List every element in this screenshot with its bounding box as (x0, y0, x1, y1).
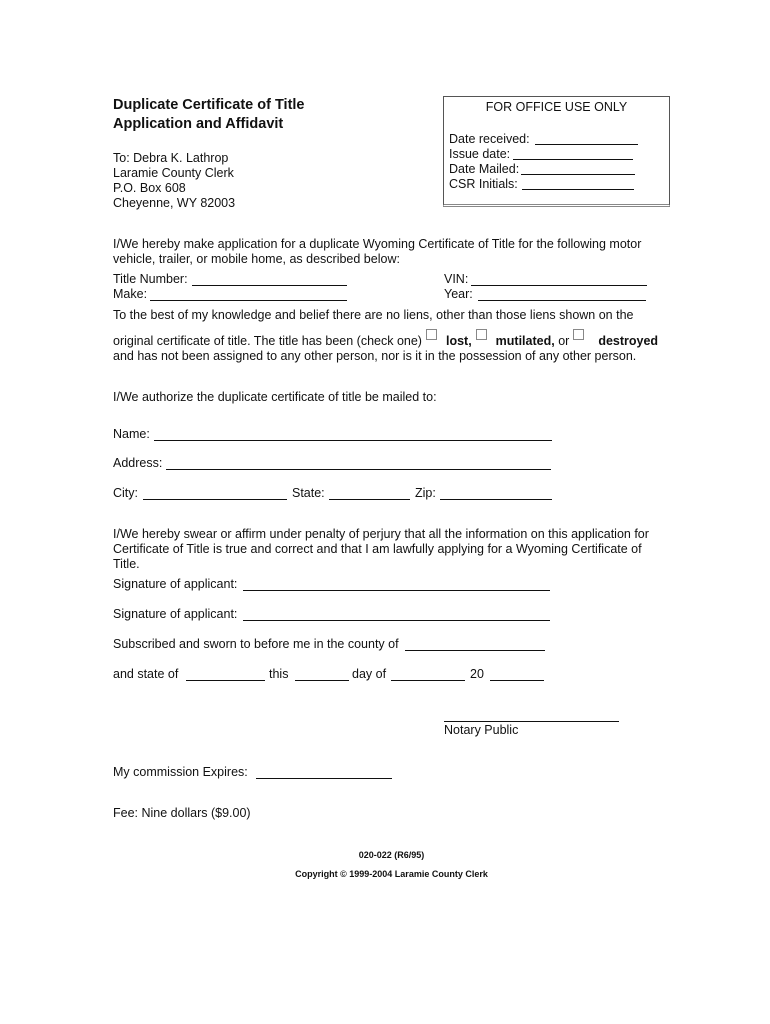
page-title (113, 96, 305, 134)
signature-2-field[interactable] (243, 620, 550, 621)
commission-field[interactable] (256, 778, 392, 779)
affidavit-line-1: I/We hereby swear or affirm under penalty of perjury that all the information on this application for (113, 527, 649, 541)
address-city: Cheyenne, WY 82003 (113, 196, 236, 210)
month-field[interactable] (391, 680, 465, 681)
affidavit-text (113, 527, 649, 572)
address-label: Address: (113, 456, 163, 470)
fee-text: Fee: Nine dollars ($9.00) (113, 806, 251, 820)
liens-line-2: original certificate of title. The title has been (check one) (113, 334, 422, 348)
vin-label: VIN: (444, 272, 469, 286)
day-of-label: day of (352, 667, 387, 681)
mutilated-option-label: mutilated, (495, 334, 555, 348)
address-box: P.O. Box 608 (113, 181, 186, 195)
office-use-heading: FOR OFFICE USE ONLY (485, 100, 628, 114)
application-intro (113, 237, 641, 267)
affidavit-line-3: Title. (113, 557, 140, 571)
this-label: this (269, 667, 289, 681)
address-to: To: Debra K. Lathrop (113, 151, 229, 165)
year-suffix-field[interactable] (490, 680, 544, 681)
title-line-1: Duplicate Certificate of Title (113, 97, 305, 113)
subscribed-label: Subscribed and sworn to before me in the county of (113, 637, 399, 651)
signature-2-label: Signature of applicant: (113, 607, 238, 621)
signature-1-field[interactable] (243, 590, 550, 591)
vin-field[interactable] (471, 285, 647, 286)
year-field[interactable] (478, 300, 646, 301)
mailing-authorize: I/We authorize the duplicate certificate of title be mailed to: (113, 390, 437, 404)
date-received-label: Date received: (449, 132, 530, 146)
signature-1-label: Signature of applicant: (113, 577, 238, 591)
zip-label: Zip: (415, 486, 436, 500)
recipient-address (113, 151, 235, 211)
issue-date-label: Issue date: (449, 147, 511, 161)
make-field[interactable] (150, 300, 347, 301)
zip-field[interactable] (440, 499, 552, 500)
title-number-field[interactable] (192, 285, 347, 286)
affidavit-line-2: Certificate of Title is true and correct and that I am lawfully applying for a Wyoming Certificate of (113, 542, 642, 556)
state-field[interactable] (329, 499, 410, 500)
address-field[interactable] (166, 469, 551, 470)
city-label: City: (113, 486, 138, 500)
county-field[interactable] (405, 650, 545, 651)
notary-signature-line[interactable] (444, 721, 619, 722)
application-line-1: I/We hereby make application for a duplicate Wyoming Certificate of Title for the following motor (113, 237, 642, 251)
make-label: Make: (113, 287, 148, 301)
title-line-2: Application and Affidavit (113, 116, 284, 132)
application-line-2: vehicle, trailer, or mobile home, as described below: (113, 252, 400, 266)
commission-label: My commission Expires: (113, 765, 248, 779)
state-of-field[interactable] (186, 680, 265, 681)
address-office: Laramie County Clerk (113, 166, 234, 180)
liens-line-3: and has not been assigned to any other person, nor is it in the possession of any other person. (113, 349, 637, 363)
date-mailed-label: Date Mailed: (449, 162, 520, 176)
check-one-row (113, 334, 658, 348)
date-mailed-line[interactable] (521, 174, 635, 175)
year-label: Year: (444, 287, 473, 301)
destroyed-checkbox[interactable] (573, 329, 584, 340)
mutilated-checkbox[interactable] (476, 329, 487, 340)
and-state-of-label: and state of (113, 667, 179, 681)
name-label: Name: (113, 427, 150, 441)
lost-option-label: lost, (445, 334, 472, 348)
notary-public-label: Notary Public (444, 723, 519, 737)
name-field[interactable] (154, 440, 552, 441)
or-word: or (558, 334, 570, 348)
title-number-label: Title Number: (113, 272, 188, 286)
csr-initials-line[interactable] (522, 189, 634, 190)
destroyed-option-label: destroyed (598, 334, 659, 348)
date-received-line[interactable] (535, 144, 638, 145)
lost-checkbox[interactable] (426, 329, 437, 340)
csr-initials-label: CSR Initials: (449, 177, 518, 191)
day-field[interactable] (295, 680, 349, 681)
city-field[interactable] (143, 499, 287, 500)
state-label: State: (292, 486, 325, 500)
copyright: Copyright © 1999-2004 Laramie County Clerk (295, 869, 488, 879)
form-number: 020-022 (R6/95) (358, 850, 425, 860)
liens-line-1: To the best of my knowledge and belief there are no liens, other than those liens shown on the (113, 308, 634, 322)
year-prefix: 20 (470, 667, 484, 681)
issue-date-line[interactable] (513, 159, 633, 160)
